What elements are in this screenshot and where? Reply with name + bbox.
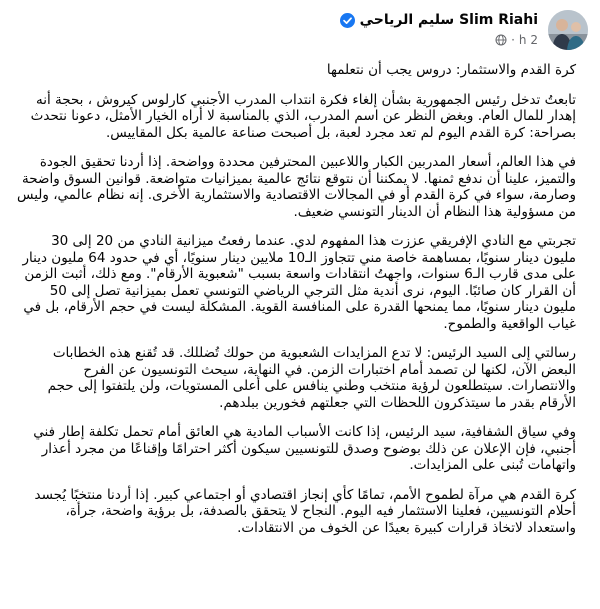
author-name[interactable]: Slim Riahi سليم الرياحي <box>359 12 538 28</box>
post-title: كرة القدم والاستثمار: دروس يجب أن نتعلمها <box>326 62 576 78</box>
globe-icon <box>495 34 507 46</box>
verified-badge-icon <box>340 13 355 28</box>
post-paragraph: رسالتي إلى السيد الرئيس: لا تدع المزايدات الشعبوية من حولك تُضللك. قد تُقنع هذه الخطابات البعض الآن، لكنها لن تصمد أمام اختبارات الزمن. في النهاية، سيحث التونسيون عن الفرح والانتصارات. سيتطلعون لرؤية منتخب وطني ينافس على أعلى المستويات، ولن يلتفتوا إلى حجم الأرقام بقدر ما سيتذكرون اللحظات التي جعلتهم فخورين ببلدهم. <box>47 345 576 411</box>
avatar-image <box>548 10 588 50</box>
avatar[interactable] <box>548 10 588 50</box>
post-paragraph: وفي سياق الشفافية، سيد الرئيس، إذا كانت الأسباب المادية هي العائق أمام تحمل تكلفة إطار فني أجنبي، فإن الإعلان عن ذلك بوضوح وصدق للتونسيين سيكون أكثر احترامًا وإقناعًا من مجرد أعذار واتهامات تُبنى على المزايدات. <box>33 424 576 473</box>
post-paragraph: تابعتُ تدخل رئيس الجمهورية بشأن إلغاء فكرة انتداب المدرب الأجنبي كارلوس كيروش ، بحجة أنه إهدار للمال العام. وبغض النظر عن اسم المدرب، الذي بالمناسبة لا أراه الخيار الأمثل، دعونا نتحدث بصراحة: كرة القدم اليوم لم تعد مجرد لعبة، بل أصبحت صناعة عالمية بكل المقاييس. <box>30 91 576 141</box>
post-paragraph: في هذا العالم، أسعار المدربين الكبار واللاعبين المحترفين محددة وواضحة. إذا أردنا تحقيق الجودة والتميز، علينا أن ندفع ثمنها. لا يمكننا أن نتوقع نتائج عالمية بميزانيات متواضعة. قوانين السوق واضحة وصارمة، سواء في كرة القدم أو في المجالات الاقتصادية والاستثمارية الأخرى. إنه نظام عالمي، وليس من مسؤولية هذا النظام أن الدينار التونسي ضعيف. <box>16 154 576 220</box>
post-header <box>12 8 588 54</box>
post-time[interactable]: 2 h <box>518 33 538 47</box>
post-body <box>16 62 576 549</box>
post-paragraph: كرة القدم هي مرآة لطموح الأمم، تمامًا كأي إنجاز اقتصادي أو اجتماعي كبير. إذا أردنا منتخبًا يُجسد أحلام التونسيين، فعلينا الاستثمار فيه اليوم. النجاح لا يتحقق بالصدفة، بل برؤية واضحة، جرأة، واستعداد لاتخاذ قرارات كبيرة بعيدًا عن الخوف من الانتقادات. <box>34 486 576 536</box>
meta-separator: · <box>511 33 515 47</box>
post-paragraph: تجربتي مع النادي الإفريقي عززت هذا المفهوم لدي. عندما رفعتُ ميزانية النادي من 20 إلى 30 مليون دينار سنويًا، بمساهمة خاصة مني تتجاوز الـ10 ملايين دينار سنويًا، أي في حدود 64 مليون دينار على مدى قارب الـ6 سنوات، واجهتُ انتقادات واسعة بسبب "شعبوية الأرقام". ومع ذلك، أثبت الزمن أن القرار كان صائبًا. اليوم، نرى أندية مثل الترجي الرياضي التونسي تعمل بميزانية تصل إلى 50 مليون دينار سنويًا، مما يمنحها القدرة على المنافسة القوية. المشكلة ليست في حجم الأرقام، بل في غياب الواقعية والطموح. <box>22 233 576 332</box>
